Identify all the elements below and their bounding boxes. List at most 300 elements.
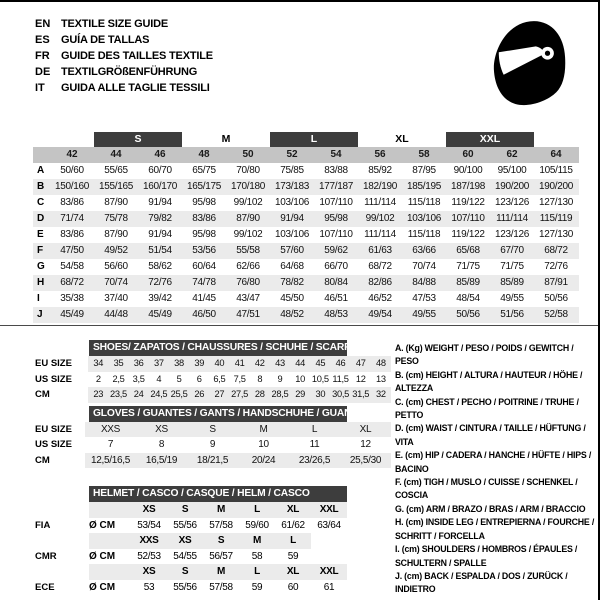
- gloves-cells: [85, 422, 391, 438]
- measurement-value: 76/80: [236, 277, 260, 288]
- measurement-value: 44/48: [104, 309, 128, 320]
- helmet-size-value: 52/53: [137, 550, 161, 562]
- measurement-value: 51/56: [500, 309, 524, 320]
- measurement-value: 95/98: [192, 229, 216, 240]
- shoe-size-value: 47: [355, 358, 366, 368]
- shoe-size-value: 23: [93, 389, 104, 399]
- measurement-value: 71/75: [500, 261, 524, 272]
- measurement-value: 46/50: [192, 309, 216, 320]
- measurement-value: 85/92: [368, 165, 392, 176]
- measurement-row: [33, 243, 579, 259]
- shoes-size-table: [35, 340, 391, 403]
- measurement-value: 51/54: [148, 245, 172, 256]
- size-number: 48: [198, 149, 210, 160]
- measurement-row: [33, 195, 579, 211]
- measurement-value: 71/74: [60, 213, 84, 224]
- measurement-value: 107/110: [451, 213, 485, 224]
- measurement-value: 87/90: [104, 229, 128, 240]
- measurement-value: 91/94: [148, 197, 172, 208]
- size-number: 64: [550, 149, 562, 160]
- row-letter: I: [37, 293, 40, 304]
- measurement-value: 47/50: [60, 245, 84, 256]
- row-letter: A: [37, 165, 45, 176]
- section-divider: [0, 325, 598, 326]
- measurement-value: 83/86: [60, 197, 84, 208]
- gloves-row: [35, 453, 391, 469]
- measurement-value: 123/126: [494, 229, 530, 240]
- measurement-value: 50/60: [60, 165, 84, 176]
- glove-size-value: 10: [258, 439, 269, 450]
- measurement-value: 54/58: [60, 261, 84, 272]
- language-row: [35, 80, 213, 96]
- measurement-value: 111/114: [496, 213, 528, 224]
- measurement-value: 105/115: [539, 165, 573, 176]
- measurement-value: 57/60: [280, 245, 304, 256]
- measurement-value: 65/68: [456, 245, 480, 256]
- unit-label: Ø CM: [89, 581, 116, 593]
- row-letter: G: [37, 261, 45, 272]
- legend-item: A. (Kg) WEIGHT / PESO / POIDS / GEWITCH / PESO: [395, 343, 574, 367]
- helmet-size-value: 53: [143, 581, 155, 593]
- helmet-size-value: 55/56: [173, 519, 197, 531]
- shoes-table-title: SHOES/ ZAPATOS / CHAUSSURES / SCHUHE / SCARPE: [89, 340, 347, 356]
- measurement-value: 72/76: [544, 261, 568, 272]
- measurement-value: 103/106: [274, 197, 310, 208]
- glove-size-value: 23/26,5: [298, 454, 331, 466]
- glove-size-value: 11: [309, 439, 320, 450]
- shoe-size-value: 39: [194, 358, 205, 368]
- measurement-value: 53/56: [192, 245, 216, 256]
- measurement-value: 107/110: [319, 197, 353, 208]
- row-label: EU SIZE: [35, 358, 72, 369]
- shoe-size-value: 42: [254, 358, 265, 368]
- gloves-cells: [85, 453, 391, 469]
- shoe-size-value: 11,5: [332, 373, 349, 384]
- group-spacer-right: [534, 132, 579, 147]
- measurement-value: 165/175: [186, 181, 222, 192]
- measurement-value: 91/94: [148, 229, 172, 240]
- measurement-row: [33, 259, 579, 275]
- measurement-value: 177/187: [318, 181, 354, 192]
- shoe-size-value: 23,5: [110, 389, 127, 399]
- size-number: 50: [242, 149, 254, 160]
- measurement-value: 35/38: [60, 293, 84, 304]
- measurement-value: 70/74: [104, 277, 128, 288]
- measurement-value: 83/86: [60, 229, 84, 240]
- shoe-size-value: 2: [95, 373, 101, 384]
- size-number: 44: [110, 149, 122, 160]
- glove-size-value: 12,5/16,5: [90, 454, 130, 466]
- shoe-size-value: 10: [295, 373, 306, 384]
- standard-label: FIA: [35, 519, 51, 531]
- helmet-sizes-row: [35, 502, 391, 518]
- row-letter: E: [37, 229, 44, 240]
- shoes-cells: [88, 356, 391, 372]
- shoes-row: [35, 387, 391, 403]
- measurement-rows: [33, 163, 579, 323]
- measurement-value: 55/58: [236, 245, 260, 256]
- measurement-value: 46/51: [324, 293, 348, 304]
- row-label: EU SIZE: [35, 423, 72, 435]
- measurement-value: 127/130: [538, 229, 574, 240]
- helmet-size-value: 54/55: [173, 550, 197, 562]
- helmet-values-row: [35, 518, 391, 534]
- size-number: 42: [66, 149, 78, 160]
- language-row: [35, 32, 213, 48]
- shoe-size-value: 27,5: [231, 389, 249, 399]
- racing-helmet-icon: [490, 18, 568, 108]
- measurement-value: 78/82: [280, 277, 304, 288]
- measurement-row: [33, 291, 579, 307]
- size-number: 56: [374, 149, 386, 160]
- measurement-value: 87/90: [104, 197, 128, 208]
- measurement-value: 170/180: [230, 181, 266, 192]
- size-number: 60: [462, 149, 474, 160]
- shoe-size-value: 6,5: [213, 373, 226, 384]
- measurement-value: 49/55: [412, 309, 436, 320]
- measurement-value: 75/85: [280, 165, 304, 176]
- measurement-value: 47/51: [236, 309, 260, 320]
- measurement-value: 74/78: [192, 277, 216, 288]
- unit-label: Ø CM: [89, 519, 116, 531]
- language-code: ES: [35, 34, 50, 46]
- shoe-size-value: 37: [153, 358, 164, 368]
- measurement-value: 61/63: [368, 245, 392, 256]
- shoe-size-value: 24: [133, 389, 144, 399]
- measurement-value: 70/80: [236, 165, 260, 176]
- glove-size-value: 16,5/19: [145, 454, 178, 466]
- size-number: 52: [286, 149, 298, 160]
- size-number: 54: [330, 149, 342, 160]
- shoe-size-value: 44: [295, 358, 306, 368]
- language-title-list: [35, 16, 213, 108]
- shoes-cells: [88, 372, 391, 388]
- measurement-value: 99/102: [365, 213, 395, 224]
- size-group-header-row: [33, 132, 579, 147]
- legend-item: H. (cm) INSIDE LEG / ENTREPIERNA / FOURCHE / SCHRITT / FORCELLA: [395, 517, 595, 541]
- measurement-value: 185/195: [406, 181, 442, 192]
- row-label-spacer: [35, 533, 89, 549]
- measurement-value: 56/60: [104, 261, 128, 272]
- measurement-value: 150/160: [54, 181, 90, 192]
- measurement-value: 70/74: [412, 261, 436, 272]
- measurement-value: 45/49: [148, 309, 172, 320]
- shoe-size-value: 7,5: [233, 373, 246, 384]
- measurement-value: 115/118: [407, 229, 441, 240]
- measurement-value: 64/68: [280, 261, 304, 272]
- helmet-values-row: [35, 549, 391, 565]
- shoe-size-value: 48: [376, 358, 386, 368]
- measurement-value: 155/165: [98, 181, 134, 192]
- size-number: 58: [418, 149, 430, 160]
- shoe-size-value: 40: [214, 358, 225, 368]
- glove-size-value: 12: [360, 439, 371, 450]
- row-label-spacer: [35, 502, 89, 518]
- measurement-value: 87/90: [236, 213, 260, 224]
- legend-item: E. (cm) HIP / CADERA / HANCHE / HÜFTE / HIPS / BACINO: [395, 450, 592, 474]
- glove-size-value: XXS: [100, 423, 121, 435]
- helmet-size-label: XL: [286, 504, 300, 515]
- gloves-row: [35, 422, 391, 438]
- measurement-value: 65/75: [192, 165, 216, 176]
- measurement-value: 48/54: [456, 293, 480, 304]
- guide-title: TEXTILE SIZE GUIDE: [61, 18, 169, 30]
- helmet-size-value: 57/58: [209, 519, 233, 531]
- row-letter: J: [37, 309, 43, 320]
- helmet-size-label: L: [254, 504, 260, 515]
- shoe-size-value: 6: [196, 373, 202, 384]
- measurement-value: 62/66: [236, 261, 260, 272]
- measurement-row: [33, 275, 579, 291]
- helmet-sizes-row: [35, 564, 391, 580]
- row-letter: F: [37, 245, 44, 256]
- measurement-value: 49/52: [104, 245, 128, 256]
- shoe-size-value: 35: [113, 358, 124, 368]
- measurement-value: 60/70: [148, 165, 172, 176]
- unit-spacer: [89, 502, 131, 518]
- page-header: [0, 2, 598, 108]
- measurement-value: 99/102: [233, 197, 263, 208]
- row-label: US SIZE: [35, 439, 72, 450]
- helmet-size-label: XXL: [319, 504, 339, 515]
- group-spacer-left: [33, 132, 94, 147]
- row-letter: D: [37, 213, 45, 224]
- size-group-label: XL: [395, 133, 409, 145]
- measurement-value: 95/100: [497, 165, 527, 176]
- measurement-value: 43/47: [236, 293, 260, 304]
- shoes-cells: [88, 387, 391, 403]
- shoe-size-value: 24,5: [150, 389, 168, 399]
- size-group-label: S: [94, 132, 182, 147]
- helmet-size-value: 63/64: [317, 519, 341, 531]
- glove-size-value: M: [259, 423, 268, 435]
- helmet-size-label: XL: [286, 566, 300, 577]
- helmet-size-value: 58: [251, 550, 263, 562]
- language-row: [35, 48, 213, 64]
- measurement-value: 87/91: [544, 277, 568, 288]
- shoe-size-value: 5: [176, 373, 182, 384]
- size-group-label: M: [221, 133, 231, 145]
- shoe-size-value: 41: [234, 358, 245, 368]
- shoe-size-value: 12: [355, 373, 366, 384]
- measurement-value: 49/55: [500, 293, 524, 304]
- shoe-size-value: 34: [93, 358, 104, 368]
- unit-label: Ø CM: [89, 550, 116, 562]
- standard-label: CMR: [35, 550, 57, 562]
- measurement-value: 41/45: [192, 293, 216, 304]
- measurement-value: 87/95: [412, 165, 436, 176]
- shoe-size-value: 43: [275, 358, 285, 368]
- helmet-standard-section: [35, 533, 391, 564]
- measurement-value: 190/200: [538, 181, 574, 192]
- helmet-size-label: XS: [142, 566, 156, 577]
- language-code: IT: [35, 82, 45, 94]
- measurement-legend: [395, 342, 595, 597]
- gloves-cells: [85, 437, 391, 453]
- measurement-row: [33, 307, 579, 323]
- shoe-size-value: 36: [133, 358, 144, 368]
- shoe-size-value: 9: [277, 373, 283, 384]
- helmet-size-strip: [89, 564, 347, 580]
- language-code: FR: [35, 50, 50, 62]
- helmet-size-value: 59: [287, 550, 299, 562]
- helmet-size-value: 57/58: [209, 581, 233, 593]
- measurement-value: 103/106: [406, 213, 442, 224]
- measurement-value: 84/88: [412, 277, 436, 288]
- legend-item: I. (cm) SHOULDERS / HOMBROS / ÉPAULES / SCHULTERN / SPALLE: [395, 544, 578, 568]
- measurement-value: 115/119: [539, 213, 573, 224]
- shoe-size-value: 30: [315, 389, 326, 399]
- measurement-value: 83/88: [324, 165, 348, 176]
- glove-size-value: 7: [107, 439, 114, 450]
- guide-title: GUIDE DES TAILLES TEXTILE: [61, 50, 213, 62]
- helmet-size-value: 60: [287, 581, 299, 593]
- glove-size-value: 9: [209, 439, 216, 450]
- corner-cell: [33, 147, 50, 163]
- helmet-size-value: 59/60: [245, 519, 269, 531]
- measurement-value: 47/53: [412, 293, 436, 304]
- shoe-size-value: 2,5: [112, 373, 125, 384]
- shoe-size-value: 30,5: [332, 389, 349, 399]
- shoe-size-value: 28,5: [271, 389, 289, 399]
- size-number-row: [33, 147, 579, 163]
- helmet-size-label: M: [216, 504, 226, 515]
- helmet-size-label: S: [181, 504, 189, 515]
- row-label: CM: [35, 454, 50, 466]
- helmet-size-value: 61/62: [281, 519, 305, 531]
- helmet-size-label: M: [216, 566, 226, 577]
- measurement-value: 45/49: [60, 309, 84, 320]
- shoe-size-value: 4: [156, 373, 162, 384]
- helmet-size-table: [35, 486, 391, 595]
- shoes-row: [35, 372, 391, 388]
- measurement-value: 190/200: [494, 181, 530, 192]
- helmet-size-strip: [89, 502, 347, 518]
- row-label: CM: [35, 389, 50, 400]
- language-row: [35, 16, 213, 32]
- helmet-size-value: 56/57: [209, 550, 233, 562]
- glove-size-value: 18/21,5: [196, 454, 229, 466]
- gloves-row: [35, 437, 391, 453]
- gloves-table-title: GLOVES / GUANTES / GANTS / HANDSCHUHE / GUANTI: [89, 406, 347, 422]
- language-row: [35, 64, 213, 80]
- language-code: EN: [35, 18, 51, 30]
- measurement-value: 48/52: [280, 309, 304, 320]
- legend-item: D. (cm) WAIST / CINTURA / TAILLE / HÜFTUNG / VITA: [395, 423, 586, 447]
- unit-spacer: [89, 533, 131, 549]
- shoe-size-value: 13: [376, 373, 386, 384]
- measurement-value: 82/86: [368, 277, 392, 288]
- measurement-value: 187/198: [450, 181, 486, 192]
- measurement-value: 119/122: [451, 229, 485, 240]
- glove-size-value: 20/24: [251, 454, 276, 466]
- unit-spacer: [89, 564, 131, 580]
- guide-title: GUÍA DE TALLAS: [61, 34, 150, 46]
- accessory-tables: [35, 340, 391, 597]
- measurement-row: [33, 163, 579, 179]
- measurement-value: 71/75: [456, 261, 480, 272]
- row-letter: B: [37, 181, 45, 192]
- lower-section: [0, 340, 598, 597]
- helmet-standard-section: [35, 502, 391, 533]
- helmet-standard-section: [35, 564, 391, 595]
- measurement-value: 182/190: [362, 181, 398, 192]
- row-letter: H: [37, 277, 45, 288]
- shoe-size-value: 29: [295, 389, 306, 399]
- helmet-values-row: [35, 580, 391, 596]
- size-number: 46: [154, 149, 166, 160]
- helmet-sizes-row: [35, 533, 391, 549]
- helmet-size-value: 53/54: [137, 519, 161, 531]
- measurement-value: 119/122: [451, 197, 485, 208]
- shoe-size-value: 8: [257, 373, 263, 384]
- measurement-value: 80/84: [324, 277, 348, 288]
- helmet-size-label: S: [181, 566, 189, 577]
- textile-size-table: [33, 132, 579, 323]
- legend-item: G. (cm) ARM / BRAZO / BRAS / ARM / BRACCIO: [395, 503, 586, 514]
- shoe-size-value: 32: [376, 389, 386, 399]
- helmet-size-label: S: [217, 535, 225, 546]
- measurement-value: 115/118: [407, 197, 441, 208]
- measurement-value: 50/56: [544, 293, 568, 304]
- size-number: 62: [506, 149, 518, 160]
- measurement-row: [33, 211, 579, 227]
- measurement-value: 95/98: [324, 213, 348, 224]
- measurement-value: 85/89: [456, 277, 480, 288]
- shoe-size-value: 45: [315, 358, 326, 368]
- measurement-value: 160/170: [142, 181, 178, 192]
- legend-item: C. (cm) CHEST / PECHO / POITRINE / TRUHE / PETTO: [395, 396, 579, 421]
- measurement-value: 83/86: [192, 213, 216, 224]
- measurement-value: 95/98: [192, 197, 216, 208]
- glove-size-value: L: [311, 423, 318, 435]
- measurement-value: 111/114: [364, 229, 396, 240]
- shoe-size-value: 26: [194, 389, 205, 399]
- helmet-size-label: L: [254, 566, 260, 577]
- legend-item: J. (cm) BACK / ESPALDA / DOS / ZURÜCK / INDIETRO: [395, 570, 568, 595]
- measurement-value: 85/89: [500, 277, 524, 288]
- measurement-value: 52/58: [544, 309, 568, 320]
- helmet-table-title: HELMET / CASCO / CASQUE / HELM / CASCO: [89, 486, 347, 502]
- helmet-size-label: XS: [142, 504, 156, 515]
- shoe-size-value: 46: [335, 358, 346, 368]
- shoe-size-value: 3,5: [132, 373, 145, 384]
- measurement-value: 60/64: [192, 261, 216, 272]
- row-label-spacer: [35, 564, 89, 580]
- measurement-value: 48/53: [324, 309, 348, 320]
- shoe-size-value: 28: [254, 389, 265, 399]
- guide-title: TEXTILGRÖßENFÜHRUNG: [61, 66, 198, 78]
- glove-size-value: S: [209, 423, 216, 435]
- helmet-size-value: 61: [323, 581, 335, 593]
- helmet-size-value: 59: [251, 581, 263, 593]
- measurement-value: 99/102: [233, 229, 263, 240]
- helmet-size-value: 55/56: [173, 581, 197, 593]
- shoe-size-value: 31,5: [352, 389, 370, 399]
- measurement-value: 79/82: [148, 213, 172, 224]
- legend-item: B. (cm) HEIGHT / ALTURA / HAUTEUR / HÖHE / ALTEZZA: [395, 369, 583, 394]
- measurement-value: 91/94: [280, 213, 304, 224]
- measurement-value: 111/114: [364, 197, 396, 208]
- measurement-value: 67/70: [500, 245, 524, 256]
- glove-size-value: 8: [158, 439, 165, 450]
- size-group-label: L: [270, 132, 358, 147]
- measurement-value: 39/42: [148, 293, 172, 304]
- measurement-value: 68/72: [60, 277, 84, 288]
- measurement-value: 66/70: [324, 261, 348, 272]
- shoes-row: [35, 356, 391, 372]
- guide-title: GUIDA ALLE TAGLIE TESSILI: [61, 82, 210, 94]
